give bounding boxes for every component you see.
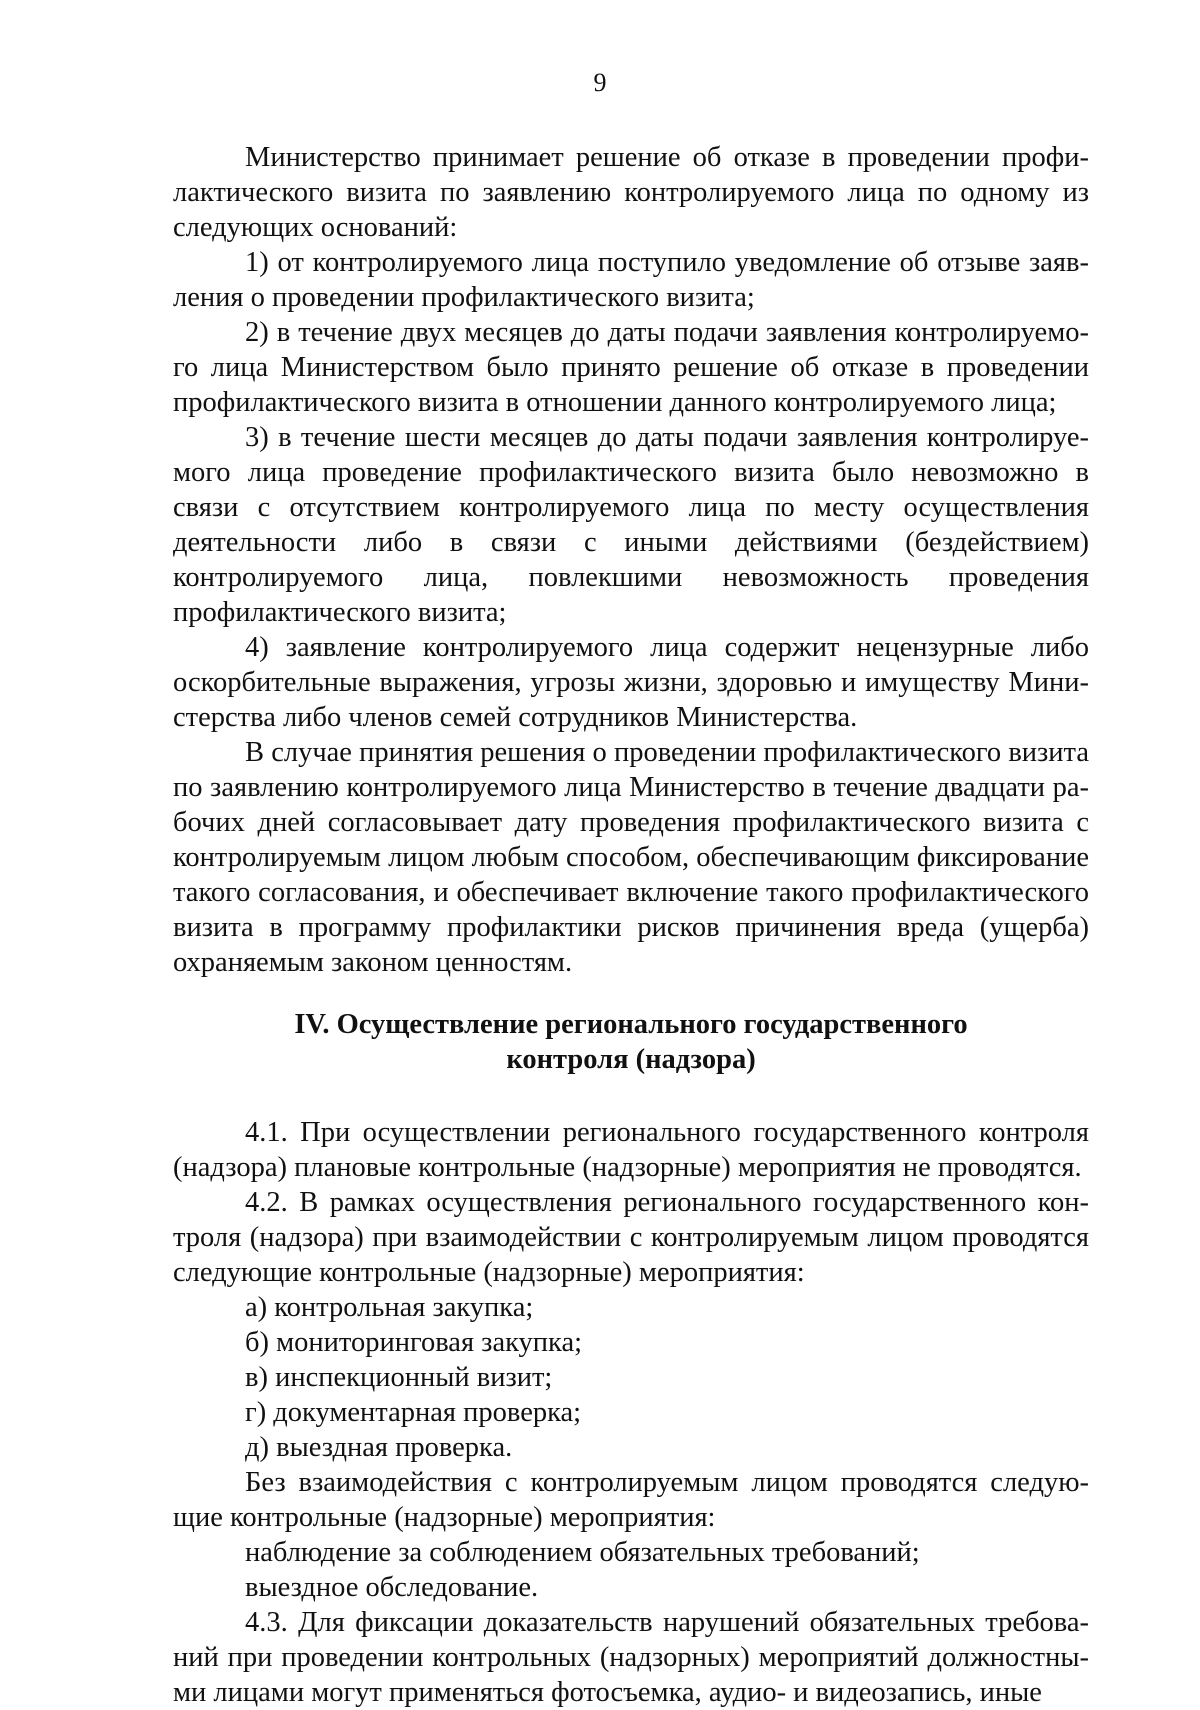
section-title-line-1: IV. Осуществление регионального государственного bbox=[294, 1009, 968, 1040]
section-spacer bbox=[173, 1077, 1089, 1115]
paragraph-ground-2: 2) в течение двух месяцев до даты подачи заявления контролируемого лица Министерством было принято решение об отказе в проведении профилактического визита в отношении данного контролируемого лица; bbox=[173, 317, 1089, 418]
page-number: 9 bbox=[593, 68, 607, 97]
section-title-line-2: контроля (надзора) bbox=[506, 1044, 756, 1075]
list-item-field-survey: выездное обследование. bbox=[245, 1572, 539, 1603]
document-body bbox=[173, 140, 1089, 1710]
list-item-observation: наблюдение за соблюдением обязательных требований; bbox=[245, 1537, 920, 1568]
paragraph-ground-1: 1) от контролируемого лица поступило уведомление об отзыве заявления о проведении профилактического визита; bbox=[173, 247, 1089, 313]
list-item-a: а) контрольная закупка; bbox=[245, 1292, 534, 1323]
section-title bbox=[173, 1007, 1089, 1077]
list-item-d: д) выездная проверка. bbox=[245, 1432, 513, 1463]
paragraph-refusal-intro: Министерство принимает решение об отказе в проведении профилактического визита по заявлению контролируемого лица по одному из следующих оснований: bbox=[173, 142, 1089, 243]
paragraph-4-3: 4.3. Для фиксации доказательств нарушений обязательных требований при проведении контрольных (надзорных) мероприятий должностными лицами могут применяться фотосъемка, аудио- и видеозапись, иные bbox=[173, 1607, 1089, 1708]
paragraph-visit-agreement: В случае принятия решения о проведении профилактического визита по заявлению контролируемого лица Министерство в течение двадцати рабочих дней согласовывает дату проведения профилактического визита с контролируемым лицом любым способом, обеспечивающим фиксирование такого согласования, и обеспечивает включение такого профилактического визита в программу профилактики рисков причинения вреда (ущерба) охраняемым законом ценностям. bbox=[173, 737, 1089, 978]
list-item-v: в) инспекционный визит; bbox=[245, 1362, 553, 1393]
paragraph-without-interaction: Без взаимодействия с контролируемым лицом проводятся следующие контрольные (надзорные) мероприятия: bbox=[173, 1467, 1089, 1533]
paragraph-ground-4: 4) заявление контролируемого лица содержит нецензурные либо оскорбительные выражения, угрозы жизни, здоровью и имуществу Министерства либо членов семей сотрудников Министерства. bbox=[173, 632, 1089, 733]
paragraph-ground-3: 3) в течение шести месяцев до даты подачи заявления контролируемого лица проведение профилактического визита было невозможно в связи с отсутствием контролируемого лица по месту осуществления деятельности либо в связи с иными действиями (бездействием) контролируемого лица, повлекшими невозможность проведения профилактического визита; bbox=[173, 422, 1089, 628]
list-item-b: б) мониторинговая закупка; bbox=[245, 1327, 583, 1358]
paragraph-4-2: 4.2. В рамках осуществления регионального государственного контроля (надзора) при взаимодействии с контролируемым лицом проводятся следующие контрольные (надзорные) мероприятия: bbox=[173, 1187, 1089, 1288]
list-item-g: г) документарная проверка; bbox=[245, 1397, 582, 1428]
paragraph-4-1: 4.1. При осуществлении регионального государственного контроля (надзора) плановые контрольные (надзорные) мероприятия не проводятся. bbox=[173, 1117, 1089, 1183]
